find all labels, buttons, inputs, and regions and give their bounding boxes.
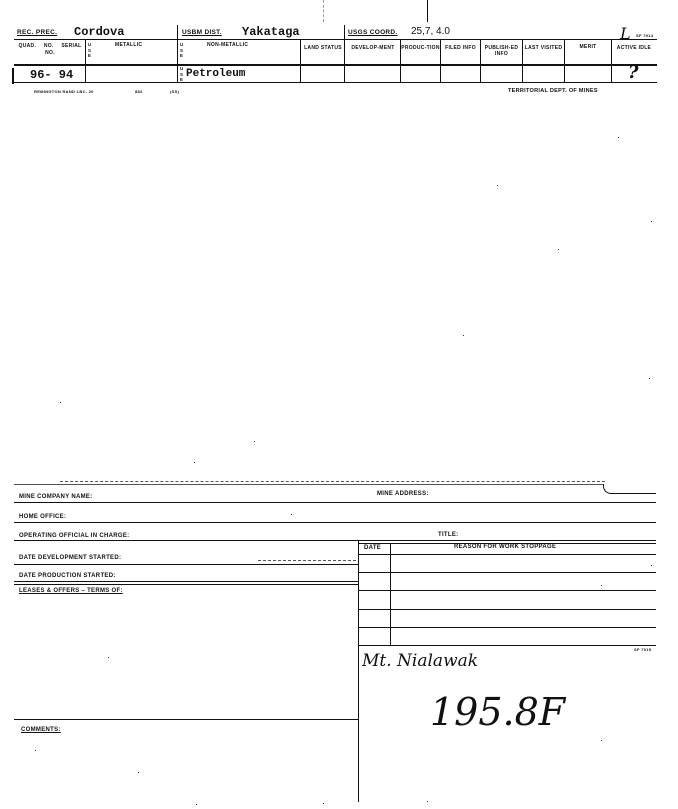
column-metallic: METALLIC — [115, 42, 143, 48]
column-non-metallic: NON-METALLIC — [207, 42, 249, 48]
divider — [85, 39, 86, 82]
leases-offers-label: LEASES & OFFERS – TERMS OF: — [19, 588, 123, 594]
speck — [618, 137, 619, 138]
speck — [196, 804, 197, 805]
column-published-info: PUBLISH-ED INFO — [484, 45, 519, 57]
printer-paren: (SS) — [170, 89, 180, 94]
speck — [60, 402, 61, 403]
speck — [194, 462, 195, 463]
printer-imprint: REMINGTON RAND LBC. 20 — [34, 89, 94, 94]
rule — [358, 627, 656, 628]
usbm-dist-label: USBM DIST. — [182, 29, 222, 36]
divider — [344, 25, 345, 82]
column-quad: QUAD. NO. — [18, 43, 54, 49]
column-quad-serial — [17, 43, 83, 57]
rule — [14, 719, 358, 720]
speck — [108, 657, 109, 658]
divider — [564, 39, 565, 82]
record-quad-serial: 96- 94 — [30, 68, 74, 82]
speck — [323, 803, 324, 804]
row-edge-mark — [12, 68, 14, 84]
home-office-label: HOME OFFICE: — [19, 514, 67, 520]
speck — [601, 585, 602, 586]
usgs-coord-value: 25,7, 4.0 — [411, 26, 450, 37]
form-number: SF 7914 — [636, 33, 654, 38]
fold-mark — [323, 0, 324, 22]
rule — [358, 609, 656, 610]
speck — [254, 441, 255, 442]
reason-column-header: REASON FOR WORK STOPPAGE — [454, 544, 557, 550]
rule — [358, 645, 656, 646]
torn-edge — [610, 493, 656, 494]
rec-prec-value: Cordova — [74, 25, 125, 39]
date-development-started-label: DATE DEVELOPMENT STARTED: — [19, 555, 122, 561]
divider — [177, 25, 178, 82]
rule — [14, 564, 358, 565]
rule — [14, 540, 656, 541]
rule — [358, 590, 656, 591]
column-header-bottom-rule — [14, 64, 657, 66]
speck — [35, 750, 36, 751]
torn-edge-curl — [603, 484, 614, 494]
handwritten-number: 195.8F — [430, 690, 566, 734]
rule — [14, 581, 358, 582]
rule — [358, 572, 656, 573]
mine-address-label: MINE ADDRESS: — [377, 491, 429, 497]
speck — [601, 740, 602, 741]
rule — [258, 560, 356, 561]
date-production-started-label: DATE PRODUCTION STARTED: — [19, 573, 116, 579]
speck — [291, 514, 292, 515]
operating-official-label: OPERATING OFFICIAL IN CHARGE: — [19, 533, 130, 539]
rule — [14, 584, 358, 585]
column-active-idle: ACTIVE IDLE — [616, 45, 652, 51]
speck — [497, 185, 498, 186]
usgs-coord-label: USGS COORD. — [348, 29, 398, 36]
handwritten-location: Mt. Nialawak — [362, 651, 479, 671]
fold-mark — [427, 0, 428, 22]
form-number-2: SF 7915 — [634, 647, 652, 652]
column-serial: SERIAL NO. — [45, 43, 82, 56]
comments-label: COMMENTS: — [21, 727, 61, 733]
speck — [463, 335, 464, 336]
column-production: PRODUC-TION — [401, 45, 440, 51]
rule — [14, 502, 656, 503]
usbm-dist-value: Yakataga — [242, 25, 300, 39]
use-mark: U S E — [180, 66, 184, 82]
speck — [651, 565, 652, 566]
table-left-border — [358, 540, 359, 802]
corner-mark: L — [620, 24, 631, 43]
record-active-idle: ? — [628, 62, 639, 83]
column-use-metallic: U S E — [88, 42, 92, 58]
data-row-bottom-rule — [14, 82, 657, 83]
speck — [651, 221, 652, 222]
column-land-status: LAND STATUS — [304, 45, 342, 51]
header-row-bottom-rule — [14, 39, 657, 40]
date-column-divider — [390, 543, 391, 646]
date-column-header: DATE — [364, 545, 382, 551]
column-filed-info: FILED INFO — [445, 45, 476, 51]
speck — [427, 801, 428, 802]
column-last-visited: LAST VISITED — [524, 45, 563, 51]
record-non-metallic: Petroleum — [186, 68, 246, 80]
column-use-nonmetallic: U S E — [180, 42, 184, 58]
speck — [649, 378, 650, 379]
rule — [358, 554, 656, 555]
printer-code: 882 — [135, 89, 143, 94]
mine-company-name-label: MINE COMPANY NAME: — [19, 494, 93, 500]
torn-edge — [60, 481, 605, 482]
column-development: DEVELOP-MENT — [351, 45, 395, 51]
rec-prec-label: REC. PREC. — [17, 29, 58, 36]
title-label: TITLE: — [438, 532, 459, 538]
column-merit: MERIT — [579, 44, 597, 50]
speck — [558, 249, 559, 250]
speck — [138, 772, 139, 773]
divider — [300, 39, 301, 82]
department-name: TERRITORIAL DEPT. OF MINES — [508, 88, 598, 94]
torn-edge — [14, 484, 604, 485]
rule — [14, 522, 656, 523]
